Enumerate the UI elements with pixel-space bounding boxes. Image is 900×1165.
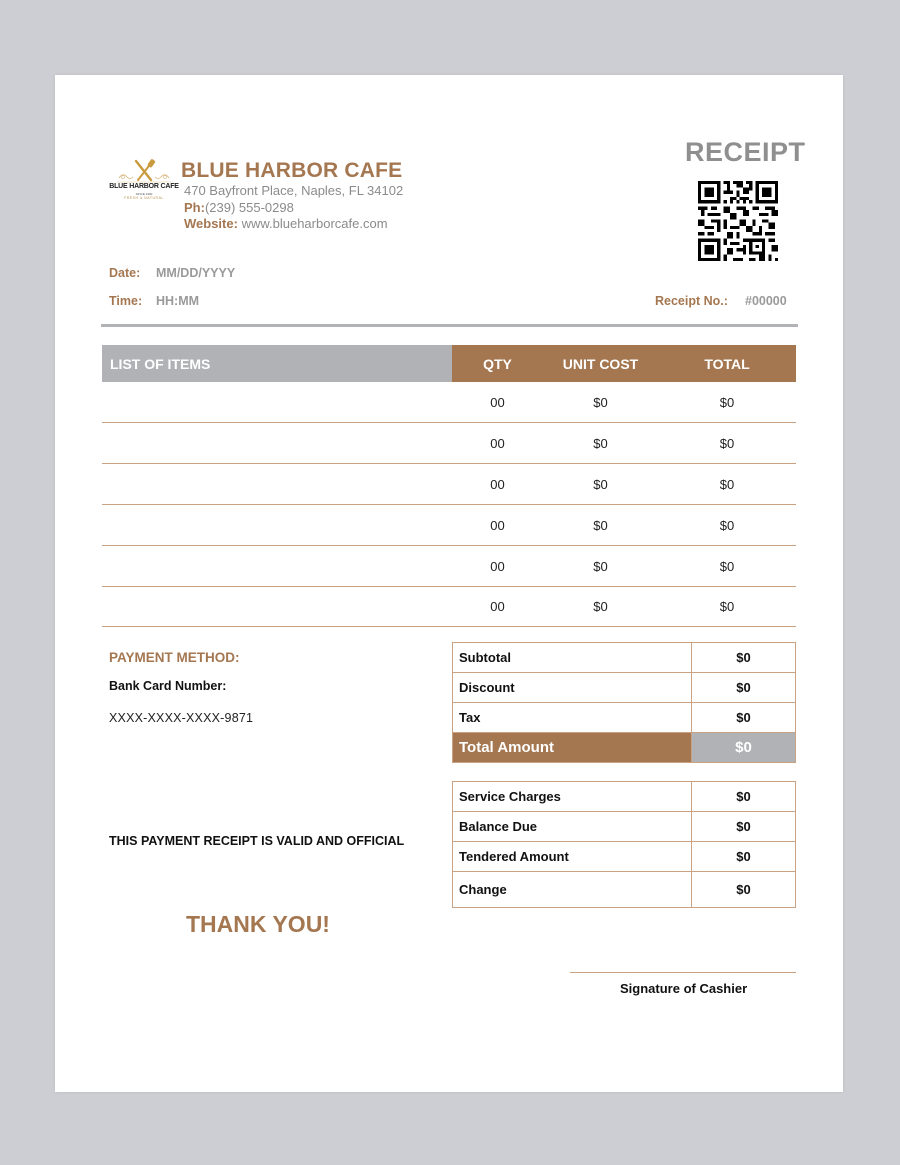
document-title: RECEIPT (685, 137, 806, 167)
receipt-no-label: Receipt No.: (655, 294, 728, 308)
item-unit-cost[interactable]: $0 (593, 394, 608, 410)
logo-text: BLUE HARBOR CAFE (109, 183, 179, 190)
table-row[interactable] (102, 464, 796, 505)
cafe-logo (109, 158, 179, 202)
business-address: 470 Bayfront Place, Naples, FL 34102 (184, 183, 404, 198)
change-value[interactable]: $0 (692, 872, 796, 908)
header-qty: QTY (483, 355, 512, 372)
payment-method-title: PAYMENT METHOD: (109, 650, 240, 665)
total-amount-value[interactable]: $0 (692, 733, 796, 763)
date-value[interactable]: MM/DD/YYYY (156, 266, 236, 280)
item-qty[interactable]: 00 (490, 598, 505, 614)
item-total[interactable]: $0 (719, 476, 735, 492)
item-qty[interactable]: 00 (490, 394, 505, 410)
item-unit-cost[interactable]: $0 (593, 598, 608, 614)
crossed-fork-knife-icon (109, 158, 179, 184)
item-unit-cost[interactable]: $0 (593, 435, 608, 451)
business-name: BLUE HARBOR CAFE (181, 159, 403, 182)
business-phone (184, 200, 294, 215)
service-charges-row (453, 782, 796, 812)
item-qty[interactable]: 00 (490, 517, 505, 533)
service-charges-label: Service Charges (453, 782, 692, 812)
receipt-page (55, 75, 843, 1092)
table-row[interactable] (102, 586, 796, 627)
summary-table (452, 642, 796, 763)
subtotal-row (453, 643, 796, 673)
item-total[interactable]: $0 (719, 435, 735, 451)
header-list-of-items: LIST OF ITEMS (102, 345, 452, 382)
card-number-value[interactable]: XXXX-XXXX-XXXX-9871 (109, 711, 254, 725)
item-total[interactable]: $0 (719, 517, 735, 533)
item-qty[interactable]: 00 (490, 435, 505, 451)
item-unit-cost[interactable]: $0 (593, 476, 608, 492)
time-value[interactable]: HH:MM (156, 294, 200, 308)
balance-due-row (453, 812, 796, 842)
table-row[interactable] (102, 382, 796, 423)
item-unit-cost[interactable]: $0 (593, 558, 608, 574)
receipt-no-value[interactable]: #00000 (745, 294, 787, 308)
phone-label: Ph: (184, 200, 205, 215)
tendered-amount-label: Tendered Amount (453, 842, 692, 872)
table-row[interactable] (102, 546, 796, 587)
tax-row (453, 703, 796, 733)
card-number-label: Bank Card Number: (109, 679, 227, 693)
header-numeric-columns (452, 345, 796, 382)
table-row[interactable] (102, 423, 796, 464)
change-label: Change (453, 872, 692, 908)
item-qty[interactable]: 00 (490, 558, 505, 574)
logo-tagline: FRESH & NATURAL (124, 196, 164, 200)
website-label: Website: (184, 216, 238, 231)
qr-code-icon (698, 181, 778, 261)
signature-label: Signature of Cashier (620, 981, 748, 996)
item-unit-cost[interactable]: $0 (593, 517, 608, 533)
item-total[interactable]: $0 (719, 598, 735, 614)
subtotal-label: Subtotal (453, 643, 692, 673)
date-label: Date: (109, 266, 141, 280)
subtotal-value[interactable]: $0 (692, 643, 796, 673)
tendered-amount-value[interactable]: $0 (692, 842, 796, 872)
item-total[interactable]: $0 (719, 394, 735, 410)
balance-table (452, 781, 796, 908)
service-charges-value[interactable]: $0 (692, 782, 796, 812)
change-row (453, 872, 796, 908)
total-amount-row (453, 733, 796, 763)
tax-label: Tax (453, 703, 692, 733)
discount-row (453, 673, 796, 703)
time-label: Time: (109, 294, 143, 308)
phone-value: (239) 555-0298 (204, 200, 294, 215)
thank-you-text: THANK YOU! (186, 911, 330, 937)
header-total: TOTAL (704, 355, 750, 372)
balance-due-label: Balance Due (453, 812, 692, 842)
item-total[interactable]: $0 (719, 558, 735, 574)
balance-due-value[interactable]: $0 (692, 812, 796, 842)
website-value[interactable]: www.blueharborcafe.com (241, 216, 388, 231)
logo-since: SINCE 1990 (135, 192, 153, 196)
tendered-amount-row (453, 842, 796, 872)
header-divider (101, 324, 798, 327)
total-amount-label: Total Amount (453, 733, 692, 763)
validity-statement: THIS PAYMENT RECEIPT IS VALID AND OFFICIAL (109, 834, 405, 848)
discount-label: Discount (453, 673, 692, 703)
item-qty[interactable]: 00 (490, 476, 505, 492)
business-website (184, 216, 388, 231)
tax-value[interactable]: $0 (692, 703, 796, 733)
header-unit-cost: UNIT COST (562, 355, 639, 372)
discount-value[interactable]: $0 (692, 673, 796, 703)
items-table-header (102, 345, 796, 382)
signature-line[interactable] (570, 972, 796, 973)
table-row[interactable] (102, 505, 796, 546)
